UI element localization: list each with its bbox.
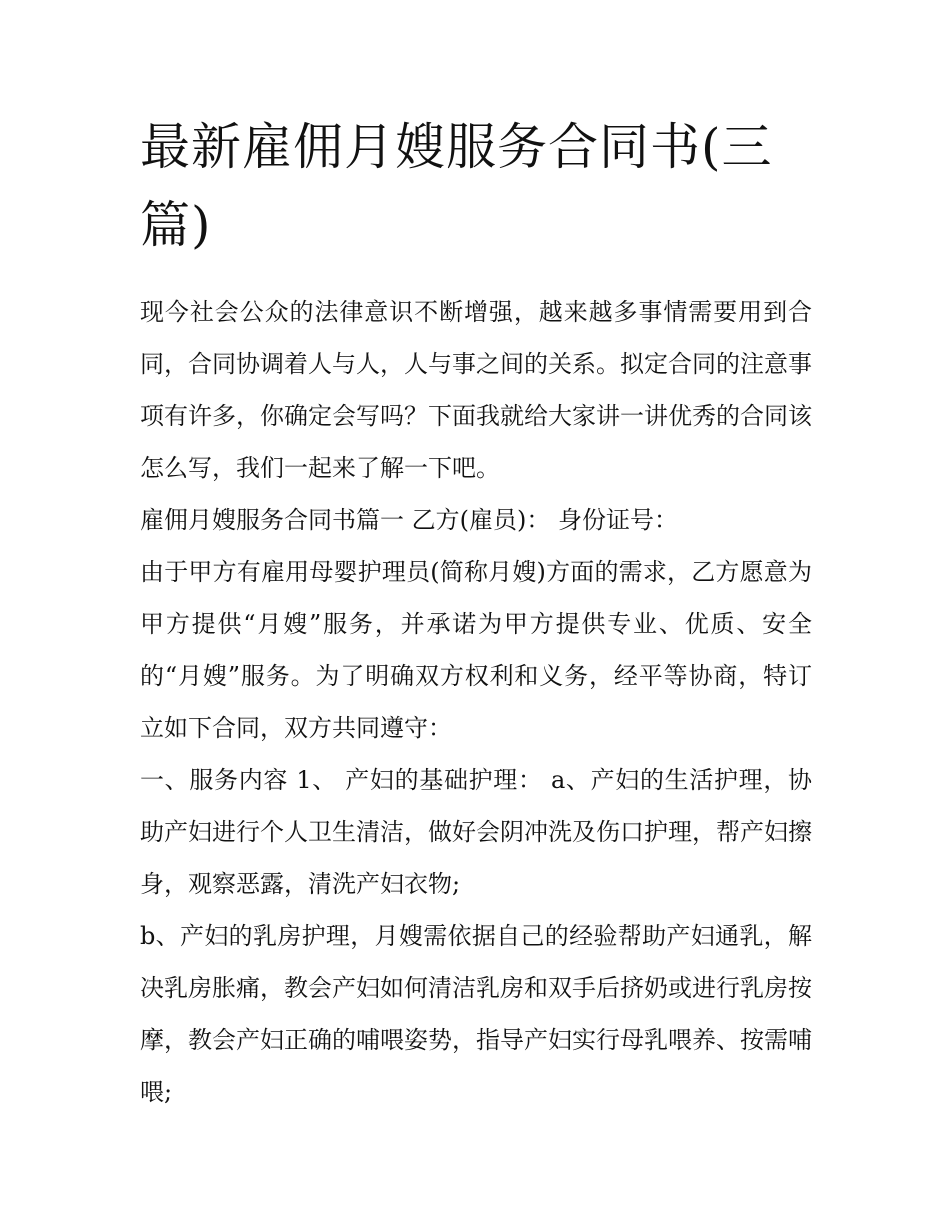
service-content-paragraph: 一、服务内容 1、 产妇的基础护理： a、产妇的生活护理，协助产妇进行个人卫生清洁，做好会阴冲洗及伤口护理，帮产妇擦身，观察恶露，清洗产妇衣物; <box>140 766 812 898</box>
intro-paragraph: 现今社会公众的法律意识不断增强，越来越多事情需要用到合同，合同协调着人与人，人与事之间的关系。拟定合同的注意事项有许多，你确定会写吗？下面我就给大家讲一讲优秀的合同该怎么写，我们一起来了解一下吧。 <box>140 298 812 482</box>
contract-heading-paragraph: 雇佣月嫂服务合同书篇一 乙方(雇员)： 身份证号： <box>140 506 678 534</box>
document-title: 最新雇佣月嫂服务合同书(三篇) <box>140 118 773 254</box>
breast-care-paragraph: b、产妇的乳房护理，月嫂需依据自己的经验帮助产妇通乳，解决乳房胀痛，教会产妇如何清洁乳房和双手后挤奶或进行乳房按摩，教会产妇正确的哺喂姿势，指导产妇实行母乳喂养、按需哺喂; <box>140 922 812 1106</box>
document-body <box>140 108 812 1118</box>
contract-preamble-paragraph: 由于甲方有雇用母婴护理员(简称月嫂)方面的需求，乙方愿意为甲方提供“月嫂”服务，并承诺为甲方提供专业、优质、安全的“月嫂”服务。为了明确双方权利和义务，经平等协商，特订立如下合同，双方共同遵守： <box>140 558 812 742</box>
